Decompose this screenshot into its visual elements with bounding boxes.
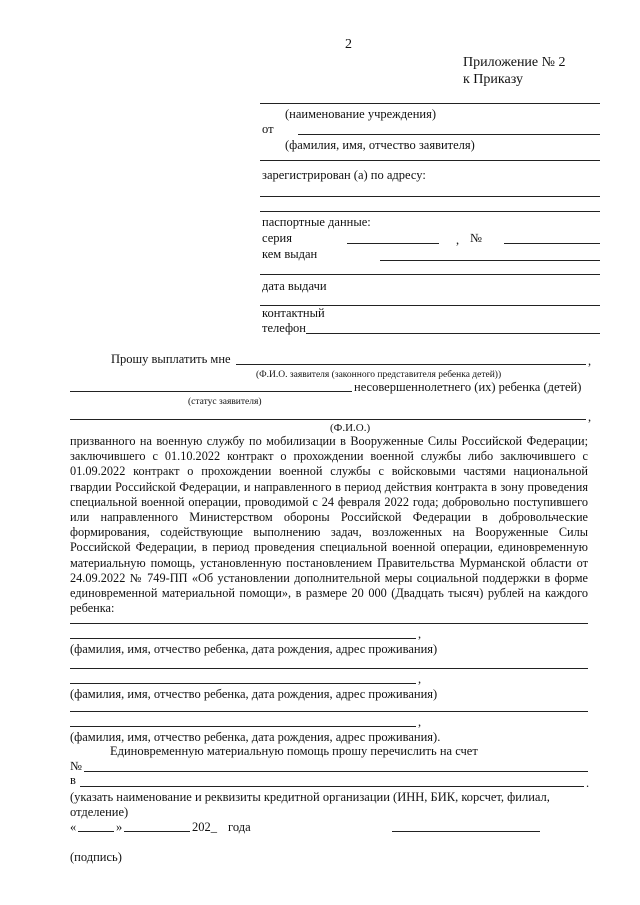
address-line — [260, 196, 600, 197]
registered-label: зарегистрирован (а) по адресу: — [262, 168, 426, 182]
fio-line — [70, 419, 586, 420]
child-1-line-b — [70, 638, 416, 639]
request-lead: Прошу выплатить мне — [111, 352, 231, 366]
institution-caption: (наименование учреждения) — [285, 107, 436, 121]
child-2-caption: (фамилия, имя, отчество ребенка, дата рождения, адрес проживания) — [70, 687, 438, 701]
series-line — [347, 243, 439, 244]
account-label: № — [70, 759, 82, 773]
account-line — [84, 771, 588, 772]
page-number: 2 — [345, 37, 352, 52]
series-label: серия — [262, 231, 292, 245]
issue-date-label: дата выдачи — [262, 279, 327, 293]
date-month-line — [124, 831, 190, 832]
fio-caption: (Ф.И.О.) — [330, 422, 371, 434]
from-label: от — [262, 122, 274, 136]
date-year-word: года — [228, 820, 251, 834]
number-label: № — [470, 231, 482, 245]
minor-text: несовершеннолетнего (их) ребенка (детей) — [354, 380, 582, 394]
child-1-comma: , — [418, 627, 422, 641]
child-2-line-a — [70, 668, 588, 669]
number-line — [504, 243, 600, 244]
request-applicant-caption: (Ф.И.О. заявителя (законного представителя ребенка детей)) — [256, 370, 502, 380]
date-close-quote: » — [116, 820, 123, 834]
bank-line — [80, 786, 584, 787]
bank-caption-line-2: отделение) — [70, 805, 129, 819]
applicant-caption: (фамилия, имя, отчество заявителя) — [285, 138, 475, 152]
child-2-comma: , — [418, 672, 422, 686]
date-day-line — [78, 831, 114, 832]
bank-end-dot: . — [586, 776, 590, 790]
child-3-comma: , — [418, 715, 422, 729]
contact-label-2: телефон — [262, 321, 306, 335]
status-caption: (статус заявителя) — [188, 397, 262, 407]
request-body: призванного на военную службу по мобилизации в Вооруженные Силы Российской Федерации; заключившего с 01.10.2022 контракт о прохождении военной службы либо заключившего с 01.09.2022 контракт о прохождении военной службы с войсковыми частями национальной гвардии Российской Федерации, и направленного в период действия контракта в зону проведения специальной военной операции, проводимой с 24 февраля 2022 года; добровольно поступившего или направленного Министерством обороны Российской Федерации в добровольческие формирования, содействующие выполнению задач, возложенных на Вооруженные Силы Российской Федерации, в период проведения специальной военной операции, единовременную материальную помощь, установленную постановлением Правительства Мурманской области от 24.09.2022 № 749-ПП «Об установлении дополнительной меры социальной поддержки в форме единовременной материальной помощи», в размере 20 000 (Двадцать тысяч) рублей на каждого ребенка: — [70, 434, 588, 616]
passport-label: паспортные данные: — [262, 215, 371, 229]
payment-text: Единовременную материальную помощь прошу перечислить на счет — [110, 744, 478, 758]
header-line-3 — [260, 274, 600, 275]
date-year: 202_ — [192, 820, 217, 834]
phone-line — [306, 333, 600, 334]
institution-line — [260, 103, 600, 104]
child-2-line-b — [70, 683, 416, 684]
child-1-caption: (фамилия, имя, отчество ребенка, дата рождения, адрес проживания) — [70, 642, 438, 656]
child-1-line-a — [70, 623, 588, 624]
appendix-title: Приложение № 2 — [463, 55, 566, 70]
header-line-1 — [260, 160, 600, 161]
child-3-line-b — [70, 726, 416, 727]
request-comma-2: , — [588, 410, 592, 424]
status-line — [70, 391, 352, 392]
child-3-caption: (фамилия, имя, отчество ребенка, дата рождения, адрес проживания). — [70, 730, 441, 744]
bank-caption-line-1: (указать наименование и реквизиты кредитной организации (ИНН, БИК, корсчет, филиал, — [70, 790, 550, 804]
request-applicant-line — [236, 364, 586, 365]
applicant-line — [298, 134, 600, 135]
signature-line — [392, 831, 540, 832]
series-comma: , — [456, 233, 460, 247]
date-open-quote: « — [70, 820, 77, 834]
signature-caption: (подпись) — [70, 850, 122, 864]
issued-by-label: кем выдан — [262, 247, 318, 261]
appendix-subtitle: к Приказу — [463, 72, 523, 87]
bank-label: в — [70, 773, 76, 787]
issued-by-line — [380, 260, 600, 261]
child-3-line-a — [70, 711, 588, 712]
request-comma-1: , — [588, 354, 592, 368]
contact-label-1: контактный — [262, 306, 325, 320]
header-line-2 — [260, 211, 600, 212]
